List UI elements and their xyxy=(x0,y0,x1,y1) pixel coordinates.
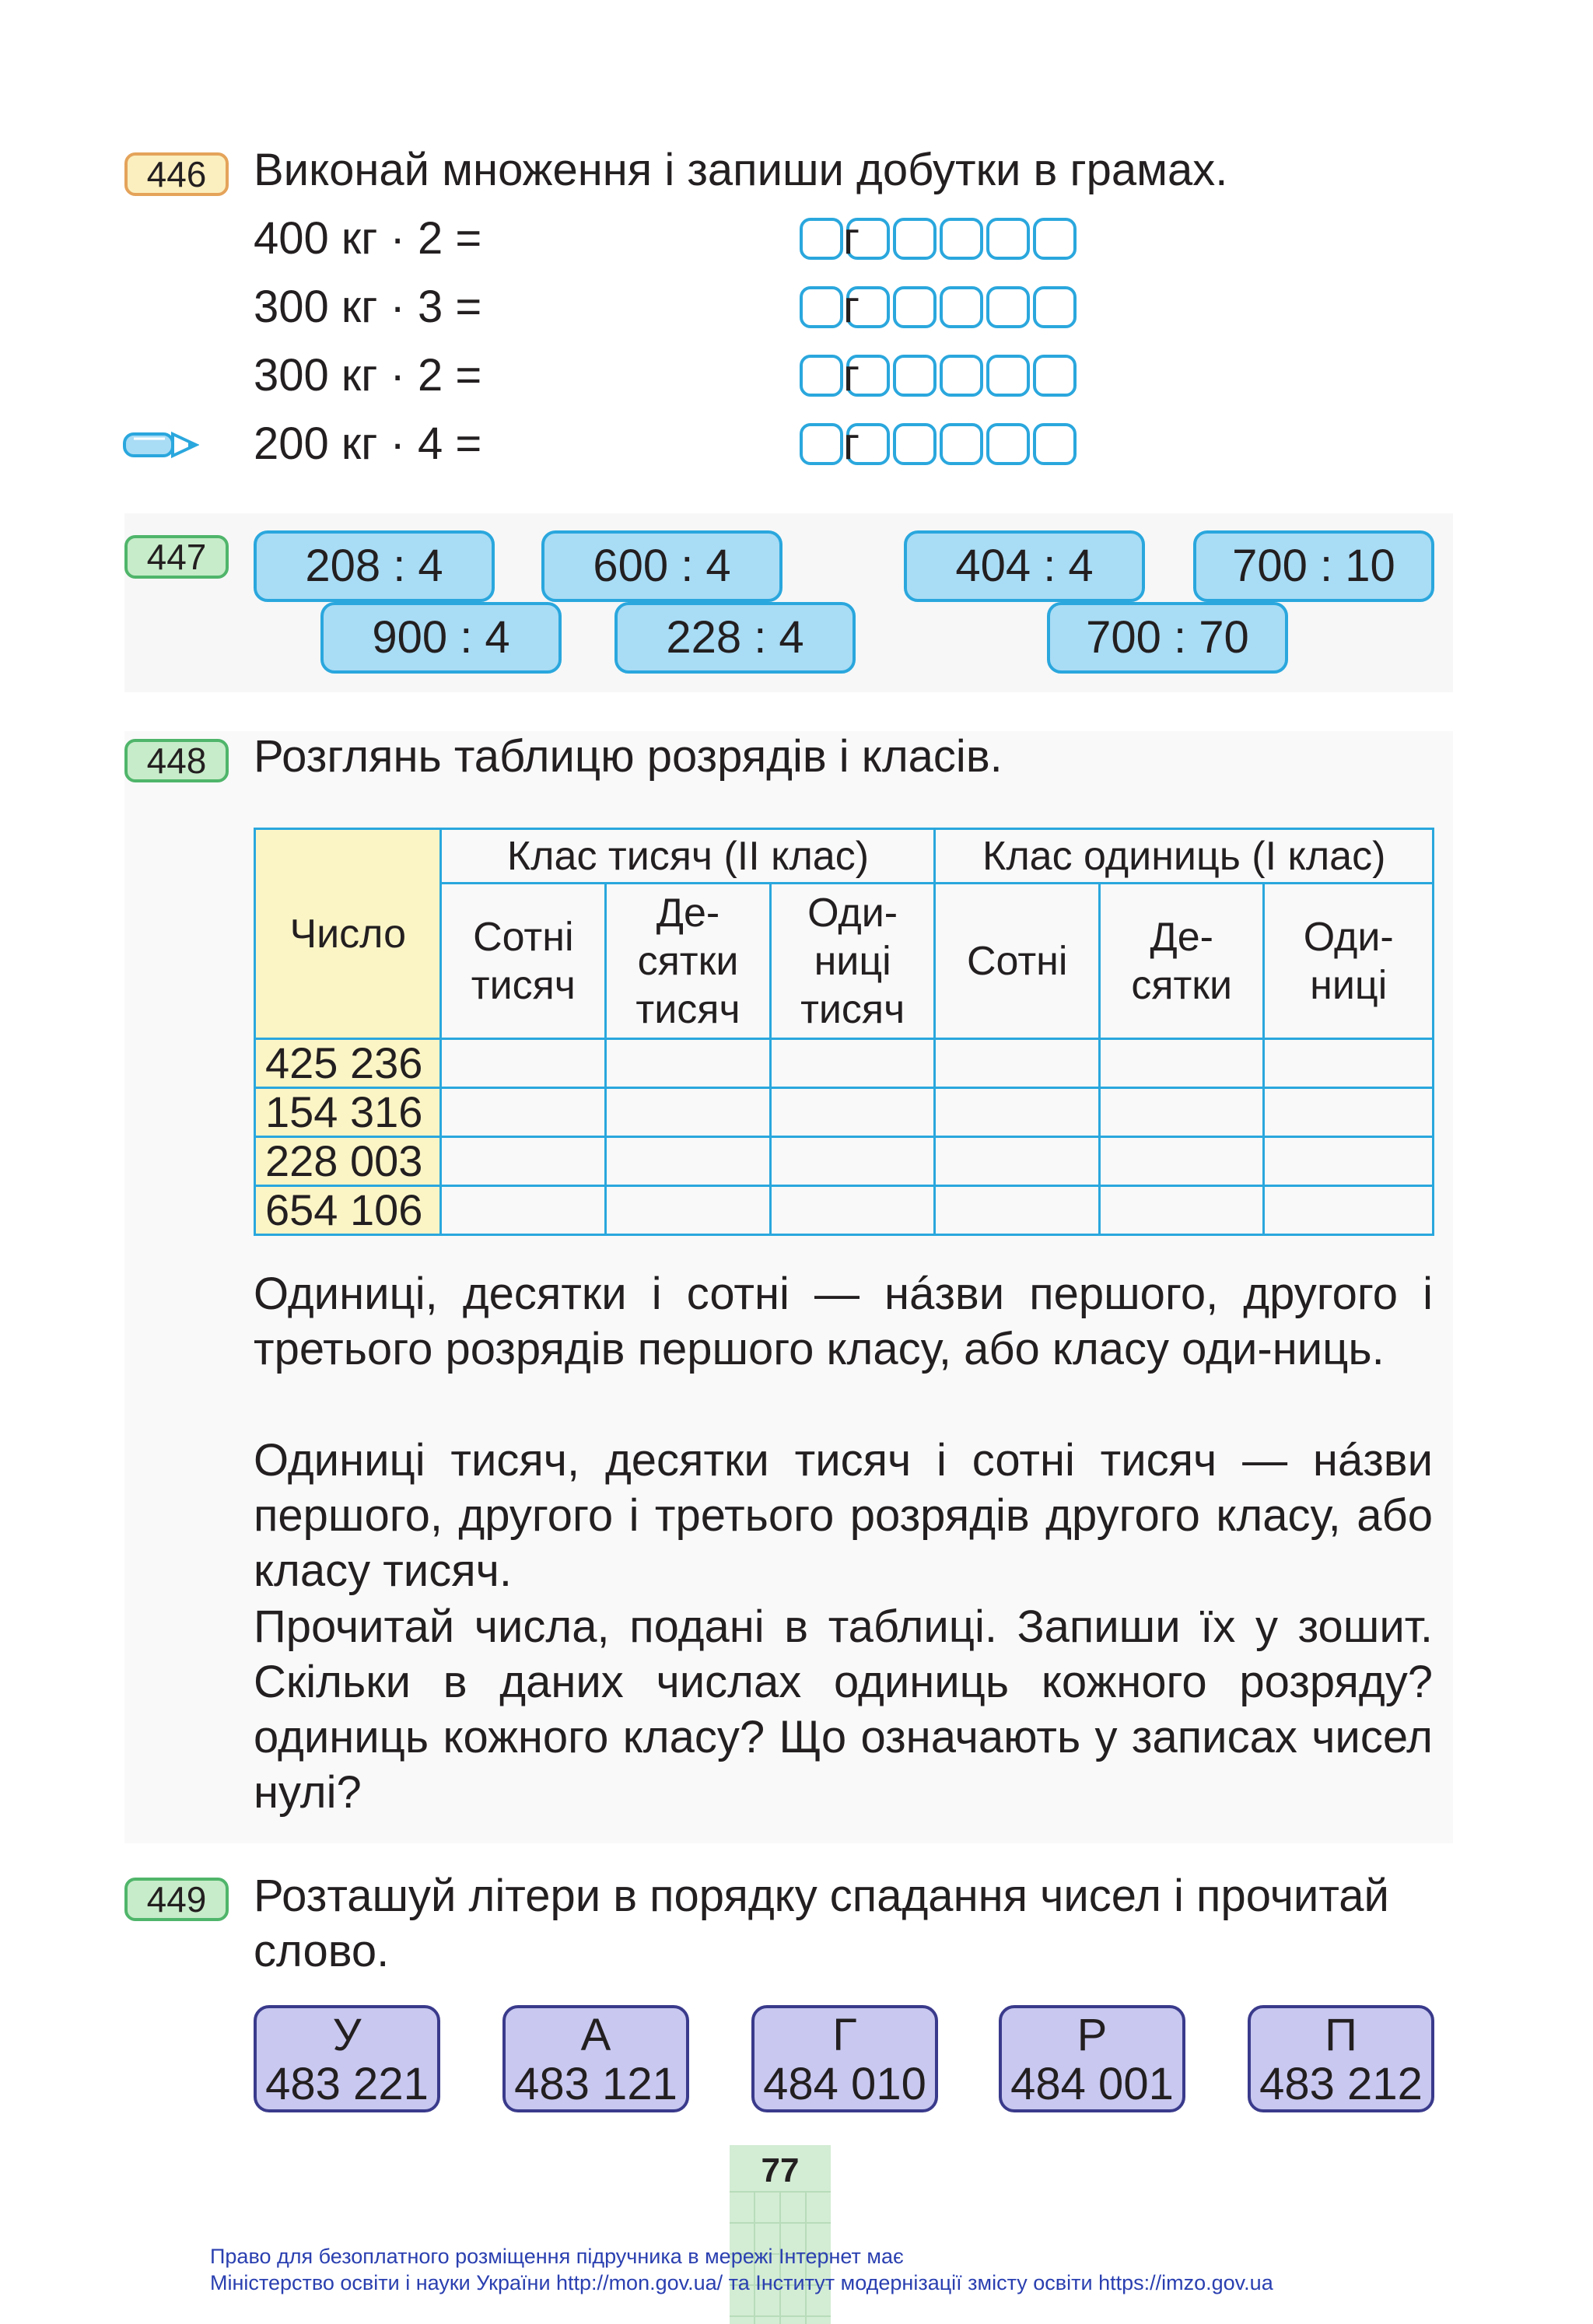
letter-card xyxy=(751,2005,938,2112)
table-number: 228 003 xyxy=(255,1137,441,1186)
answer-cells[interactable] xyxy=(800,218,1077,260)
card-value: 483 121 xyxy=(514,2059,677,2109)
table-number: 154 316 xyxy=(255,1088,441,1137)
header-ten-thousands: Де-сятки тисяч xyxy=(606,884,771,1039)
division-card: 900 : 4 xyxy=(320,602,562,674)
card-letter: Р xyxy=(1077,2010,1108,2060)
table-number: 654 106 xyxy=(255,1186,441,1235)
header-number: Число xyxy=(255,829,441,1039)
letter-card xyxy=(502,2005,689,2112)
exercise-447-number: 447 xyxy=(124,535,229,579)
card-value: 483 221 xyxy=(265,2059,429,2109)
answer-cells[interactable] xyxy=(800,423,1077,465)
header-hundreds: Сотні xyxy=(935,884,1100,1039)
exercise-448-instruction: Розглянь таблицю розрядів і класів. xyxy=(254,731,1003,782)
place-value-table xyxy=(254,828,1434,1236)
paragraph-units: Одиниці, десятки і сотні — нáзви першого, другого і третього розрядів першого класу, або класу оди-ниць. xyxy=(254,1269,1433,1374)
header-tens: Де-сятки xyxy=(1099,884,1264,1039)
answer-cells[interactable] xyxy=(800,286,1077,328)
equation-unit: г xyxy=(843,418,860,469)
exercise-449-instruction: Розташуй літери в порядку спадання чисел і прочитай слово. xyxy=(254,1871,1389,1976)
card-value: 483 212 xyxy=(1259,2059,1423,2109)
table-number: 425 236 xyxy=(255,1039,441,1088)
header-class-units: Клас одиниць (I клас) xyxy=(935,829,1434,884)
equation-row xyxy=(254,212,860,266)
paragraph-questions: Прочитай числа, подані в таблиці. Запиши їх у зошит. Скільки в даних числах одиниць кожного розряду? одиниць кожного класу? Що означають у записах чисел нулі? xyxy=(254,1601,1433,1818)
equation-row xyxy=(254,417,860,471)
pencil-icon xyxy=(121,428,199,462)
header-units: Оди-ниці xyxy=(1264,884,1434,1039)
paragraph-thousands: Одиниці тисяч, десятки тисяч і сотні тисяч — нáзви першого, другого і третього розрядів другого класу, або класу тисяч. xyxy=(254,1435,1433,1596)
exercise-448-number: 448 xyxy=(124,739,229,782)
division-card: 600 : 4 xyxy=(541,530,782,602)
exercise-446-number: 446 xyxy=(124,152,229,196)
header-unit-thousands: Оди-ниці тисяч xyxy=(770,884,935,1039)
card-letter: А xyxy=(580,2010,611,2060)
exercise-449-number: 449 xyxy=(124,1878,229,1921)
letter-card xyxy=(1248,2005,1434,2112)
equation-unit: г xyxy=(843,282,860,332)
letter-card xyxy=(254,2005,440,2112)
table-row xyxy=(255,1186,1434,1235)
equation-row xyxy=(254,280,860,334)
table-row xyxy=(255,1039,1434,1088)
equation-expression: 300 кг · 2 = xyxy=(254,350,482,401)
division-card: 700 : 10 xyxy=(1193,530,1434,602)
card-value: 484 001 xyxy=(1010,2059,1174,2109)
letter-card xyxy=(999,2005,1185,2112)
equation-expression: 200 кг · 4 = xyxy=(254,418,482,469)
card-letter: У xyxy=(332,2010,362,2060)
division-card: 404 : 4 xyxy=(904,530,1145,602)
equation-expression: 400 кг · 2 = xyxy=(254,213,482,264)
division-card: 228 : 4 xyxy=(614,602,856,674)
header-hundred-thousands: Сотні тисяч xyxy=(441,884,606,1039)
exercise-446-instruction: Виконай множення і запиши добутки в грамах. xyxy=(254,145,1228,195)
answer-cells[interactable] xyxy=(800,355,1077,397)
card-letter: П xyxy=(1325,2010,1357,2060)
equation-unit: г xyxy=(843,350,860,401)
equation-expression: 300 кг · 3 = xyxy=(254,282,482,332)
equation-row xyxy=(254,348,860,403)
card-letter: Г xyxy=(832,2010,857,2060)
division-card: 700 : 70 xyxy=(1047,602,1288,674)
division-card: 208 : 4 xyxy=(254,530,495,602)
table-row xyxy=(255,1137,1434,1186)
footer-sources-line: Міністерство освіти і науки України http://mon.gov.ua/ та Інститут модернізації змісту освіти https://imzo.gov.ua xyxy=(210,2271,1273,2294)
page-number-strip xyxy=(730,2145,831,2324)
equation-unit: г xyxy=(843,213,860,264)
table-row xyxy=(255,1088,1434,1137)
card-value: 484 010 xyxy=(763,2059,926,2109)
footer-rights-line: Право для безоплатного розміщення підручника в мережі Інтернет має xyxy=(210,2245,904,2268)
page-number: 77 xyxy=(761,2151,800,2189)
header-class-thousands: Клас тисяч (II клас) xyxy=(441,829,935,884)
